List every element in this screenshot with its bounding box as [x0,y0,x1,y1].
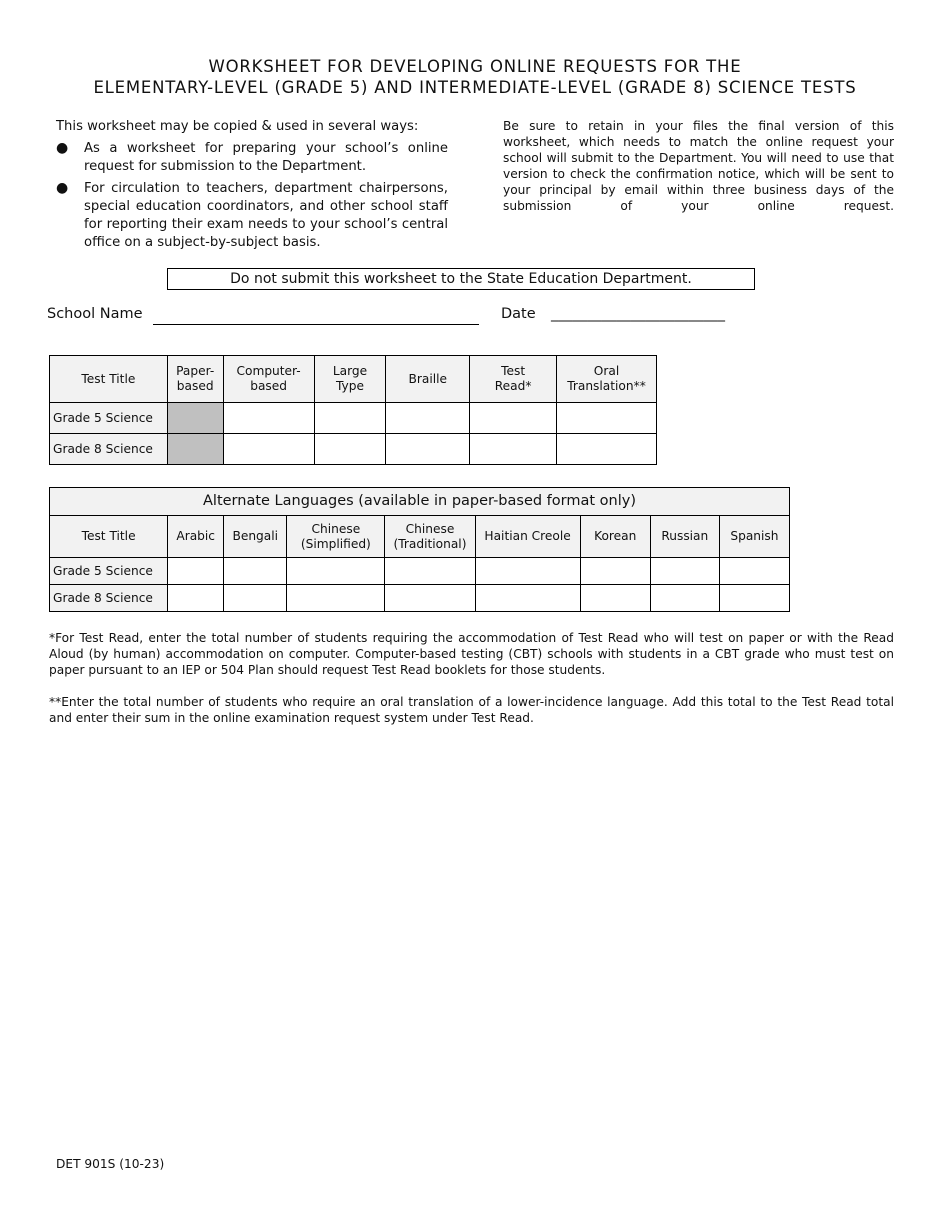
row-title: Grade 8 Science [50,434,168,465]
school-name-field[interactable] [153,308,479,325]
table-row [50,558,790,585]
oral-translation-cell[interactable] [557,434,657,465]
arabic-cell[interactable] [168,558,224,585]
test-read-cell[interactable] [470,434,557,465]
russian-cell[interactable] [650,585,719,612]
header-text: Large Type [332,364,368,393]
column-header-braille: Braille [386,356,470,403]
column-header-computer-based [223,356,314,403]
bengali-cell[interactable] [224,585,287,612]
column-header-haitian-creole: Haitian Creole [475,516,580,558]
footnote-test-read: *For Test Read, enter the total number of students requiring the accommodation of Test Read who will test on paper or with the Read Aloud (by human) accommodation on computer. Computer-based testing (CBT) schools with students in a CBT grade who must test on paper pursuant to an IEP or 504 Plan should request Test Read booklets for those students. [49,631,894,677]
header-text: Chinese (Simplified) [300,521,371,551]
large-type-cell[interactable] [314,403,386,434]
row-title: Grade 5 Science [50,403,168,434]
alternate-languages-table [49,487,790,612]
bullet-icon: ● [56,140,69,156]
paper-based-cell-disabled [167,434,223,465]
spanish-cell[interactable] [719,558,789,585]
russian-cell[interactable] [650,558,719,585]
column-header-spanish: Spanish [719,516,789,558]
table-row [50,585,790,612]
haitian-creole-cell[interactable] [475,585,580,612]
column-header-russian: Russian [650,516,719,558]
column-header-bengali: Bengali [224,516,287,558]
computer-based-cell[interactable] [223,403,314,434]
row-title: Grade 5 Science [50,558,168,585]
column-header-korean: Korean [580,516,650,558]
chinese-simplified-cell[interactable] [287,558,385,585]
column-header-oral-translation [557,356,657,403]
column-header-paper-based [167,356,223,403]
braille-cell[interactable] [386,403,470,434]
table-row [50,403,657,434]
row-title: Grade 8 Science [50,585,168,612]
date-field[interactable]: ________________________ [551,306,725,322]
intro-bullet-2 [56,180,448,252]
intro-bullet-1 [56,140,448,176]
form-number: DET 901S (10-23) [56,1157,165,1171]
header-text: Paper- based [176,364,215,393]
oral-translation-cell[interactable] [557,403,657,434]
haitian-creole-cell[interactable] [475,558,580,585]
do-not-submit-notice: Do not submit this worksheet to the State Education Department. [167,268,755,290]
retention-instructions: Be sure to retain in your files the final version of this worksheet, which needs to match the online request your school will submit to the Department. You will need to use that version to check the confirmation notice, which will be sent to your principal by email within three business days of the submission of your online request. [503,119,894,213]
chinese-traditional-cell[interactable] [385,585,475,612]
column-header-test-title: Test Title [50,516,168,558]
school-name-label: School Name [47,306,143,322]
test-read-cell[interactable] [470,403,557,434]
computer-based-cell[interactable] [223,434,314,465]
korean-cell[interactable] [580,585,650,612]
column-header-arabic: Arabic [168,516,224,558]
braille-cell[interactable] [386,434,470,465]
korean-cell[interactable] [580,558,650,585]
column-header-large-type [314,356,386,403]
page-title-line-2: ELEMENTARY-LEVEL (GRADE 5) AND INTERMEDIATE-LEVEL (GRADE 8) SCIENCE TESTS [93,78,857,97]
spanish-cell[interactable] [719,585,789,612]
column-header-chinese-traditional [385,516,475,558]
format-request-table [49,355,657,465]
column-header-test-title: Test Title [50,356,168,403]
header-text: Test Read* [494,364,532,393]
intro-bullet-text: As a worksheet for preparing your school’s online request for submission to the Department. [84,141,448,174]
chinese-simplified-cell[interactable] [287,585,385,612]
paper-based-cell-disabled [167,403,223,434]
intro-bullet-text: For circulation to teachers, department chairpersons, special education coordinators, and other school staff for reporting their exam needs to your school’s central office on a subject-by-subject basis. [84,181,448,250]
column-header-chinese-simplified [287,516,385,558]
header-text: Chinese (Traditional) [393,521,467,551]
intro-lead: This worksheet may be copied & used in several ways: [56,119,419,134]
column-header-test-read [470,356,557,403]
chinese-traditional-cell[interactable] [385,558,475,585]
bullet-icon: ● [56,180,69,196]
date-label: Date [501,306,536,322]
footnote-oral-translation: **Enter the total number of students who require an oral translation of a lower-incidence language. Add this total to the Test Read total and enter their sum in the online examination request system under Test Read. [49,695,894,725]
table-row [50,434,657,465]
header-text: Computer- based [236,364,301,393]
header-text: Oral Translation** [567,364,646,393]
bengali-cell[interactable] [224,558,287,585]
alternate-languages-caption: Alternate Languages (available in paper-based format only) [50,488,790,516]
page-title-line-1: WORKSHEET FOR DEVELOPING ONLINE REQUESTS FOR THE [208,57,742,76]
arabic-cell[interactable] [168,585,224,612]
large-type-cell[interactable] [314,434,386,465]
